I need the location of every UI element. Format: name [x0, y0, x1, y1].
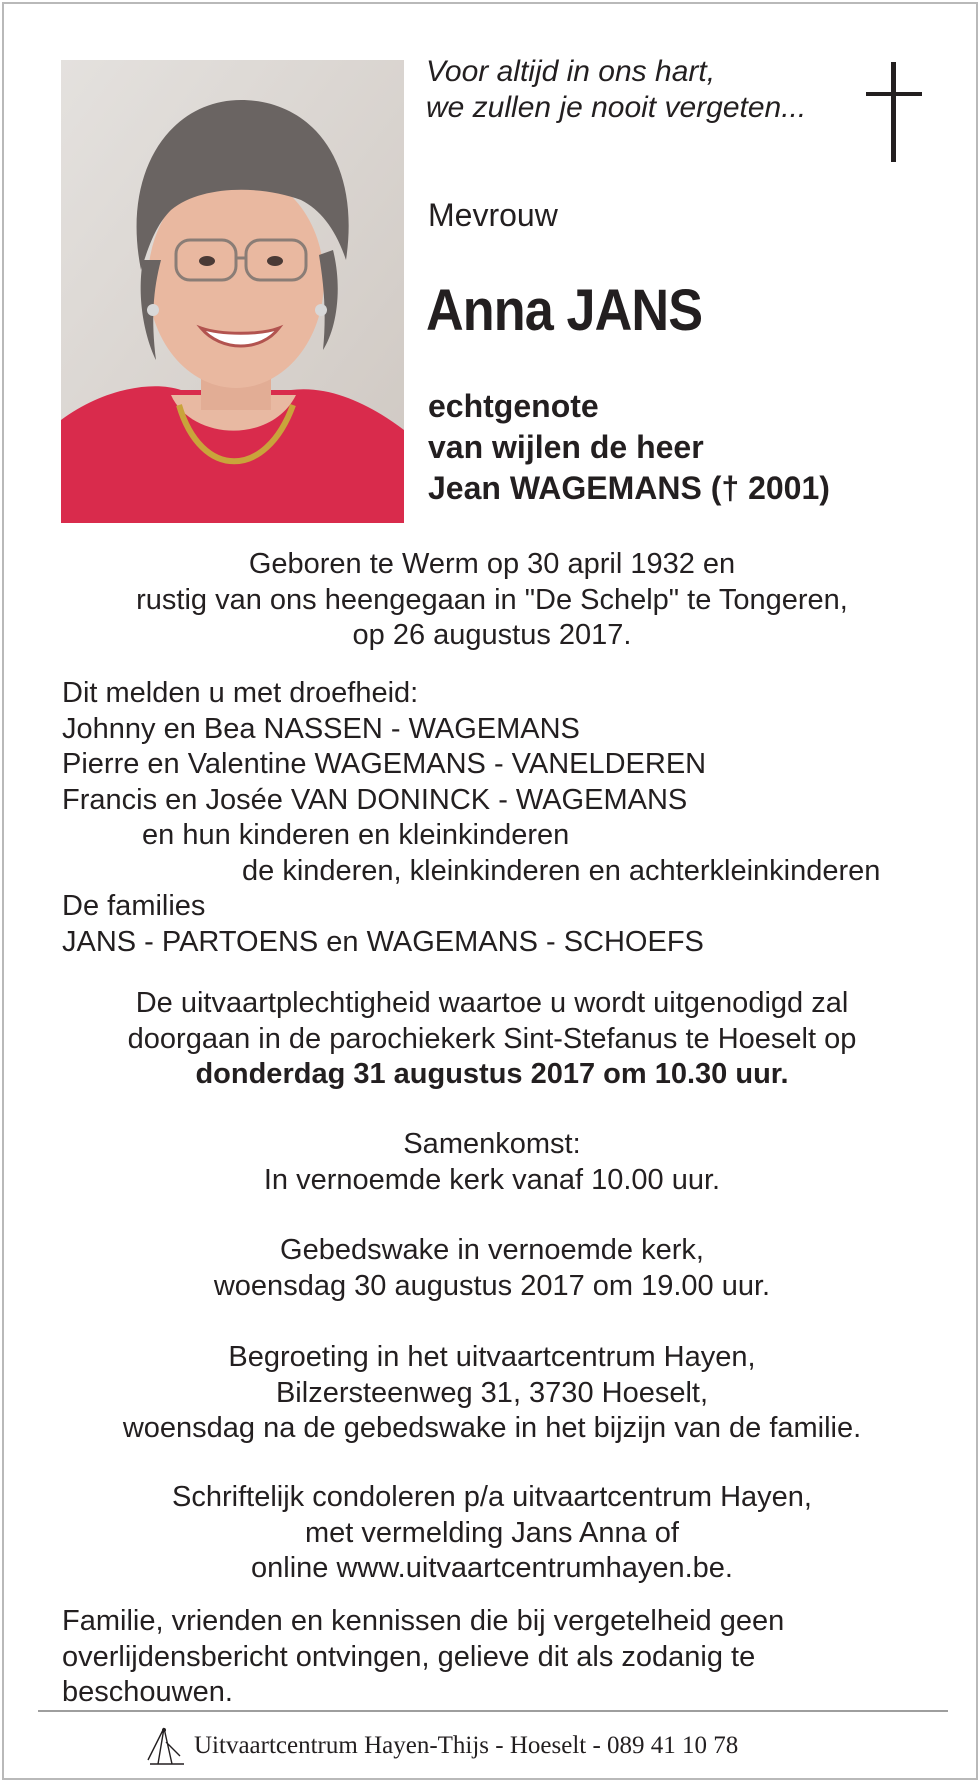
salutation: Mevrouw — [428, 197, 558, 233]
condolence-line: met vermelding Jans Anna of — [305, 1516, 679, 1549]
funeral-home-logo-icon — [144, 1726, 186, 1766]
greeting-line: woensdag na de gebedswake in het bijzijn van de familie. — [122, 1412, 862, 1444]
wake-line: Gebedswake in vernoemde kerk, — [280, 1234, 704, 1266]
gathering-line: Samenkomst: — [403, 1128, 581, 1160]
footer-divider — [38, 1710, 948, 1712]
ceremony-line: doorgaan in de parochiekerk Sint-Stefanus te Hoeselt op — [127, 1022, 857, 1055]
birth-death-section — [62, 547, 922, 654]
portrait-photo — [61, 60, 404, 523]
birth-death-line: op 26 augustus 2017. — [352, 619, 632, 651]
wake-line: woensdag 30 augustus 2017 om 19.00 uur. — [213, 1269, 771, 1302]
footer — [144, 1726, 738, 1766]
greeting-section — [62, 1340, 922, 1447]
deceased-name: Anna JANS — [426, 278, 703, 343]
mourner-line: Pierre en Valentine WAGEMANS - VANELDEREN — [62, 748, 707, 780]
birth-death-line: rustig van ons heengegaan in "De Schelp" te Tongeren, — [136, 583, 848, 616]
portrait-illustration — [61, 60, 404, 523]
notice-line: Familie, vrienden en kennissen die bij vergetelheid geen — [62, 1605, 785, 1637]
condolence-line: Schriftelijk condoleren p/a uitvaartcentrum Hayen, — [172, 1481, 812, 1513]
cross-icon — [866, 62, 922, 162]
gathering-line: In vernoemde kerk vanaf 10.00 uur. — [263, 1163, 721, 1196]
notice-section — [62, 1604, 922, 1711]
spouse-info — [428, 386, 830, 509]
notice-line: beschouwen. — [62, 1676, 233, 1708]
ceremony-line: De uitvaartplechtigheid waartoe u wordt uitgenodigd zal — [135, 987, 849, 1019]
wake-section — [62, 1233, 922, 1304]
families-line: JANS - PARTOENS en WAGEMANS - SCHOEFS — [62, 925, 704, 958]
ceremony-section — [62, 986, 922, 1093]
children-line: en hun kinderen en kleinkinderen — [142, 819, 570, 851]
grandchildren-line: de kinderen, kleinkinderen en achterkleinkinderen — [242, 854, 881, 887]
mourner-line: Johnny en Bea NASSEN - WAGEMANS — [62, 712, 580, 745]
motto-line: Voor altijd in ons hart, — [426, 55, 716, 88]
footer-text: Uitvaartcentrum Hayen-Thijs - Hoeselt - 089 41 10 78 — [194, 1732, 739, 1759]
motto — [426, 54, 806, 126]
spouse-line: Jean WAGEMANS († 2001) — [428, 470, 830, 506]
mourner-line: Francis en Josée VAN DONINCK - WAGEMANS — [62, 783, 688, 816]
birth-death-line: Geboren te Werm op 30 april 1932 en — [248, 548, 736, 580]
gathering-section — [62, 1127, 922, 1198]
motto-line: we zullen je nooit vergeten... — [426, 91, 807, 124]
mourners-section — [62, 676, 962, 960]
spouse-line: echtgenote — [428, 388, 599, 424]
spouse-line: van wijlen de heer — [428, 429, 704, 465]
greeting-line: Begroeting in het uitvaartcentrum Hayen, — [228, 1341, 756, 1373]
mourners-intro: Dit melden u met droefheid: — [62, 677, 419, 709]
condolence-section — [62, 1480, 922, 1587]
condolence-line: online www.uitvaartcentrumhayen.be. — [251, 1552, 733, 1584]
greeting-line: Bilzersteenweg 31, 3730 Hoeselt, — [275, 1376, 709, 1409]
notice-line: overlijdensbericht ontvingen, gelieve dit als zodanig te — [62, 1640, 756, 1673]
ceremony-date: donderdag 31 augustus 2017 om 10.30 uur. — [195, 1058, 789, 1090]
obituary-card — [2, 2, 978, 1780]
families-label: De families — [62, 890, 206, 922]
